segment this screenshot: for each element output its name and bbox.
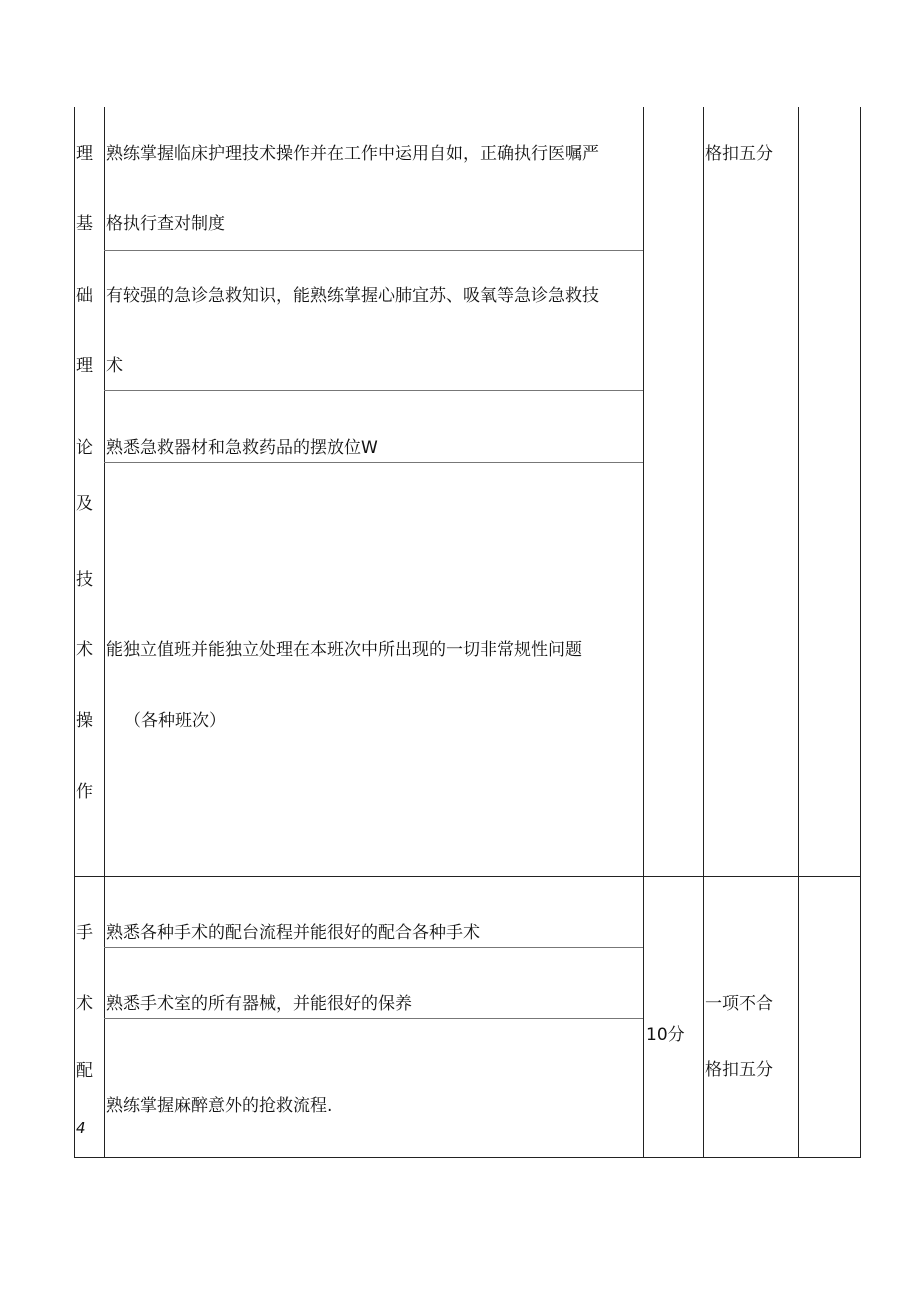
- item-text: 熟悉各种手术的配台流程并能很好的配合各种手术: [106, 923, 480, 943]
- deduction-text: 格扣五分: [705, 144, 773, 164]
- category-char: 及: [76, 494, 93, 514]
- col-border-content: [643, 107, 644, 1158]
- item-text: 有较强的急诊急救知识，能熟练掌握心肺宜苏、吸氧等急诊急救技: [106, 286, 599, 306]
- category-char: 基: [76, 214, 93, 234]
- row-divider: [104, 462, 643, 463]
- category-char: 手: [76, 923, 93, 943]
- row-divider: [104, 250, 643, 251]
- category-char: 理: [76, 144, 93, 164]
- row-divider: [104, 1018, 643, 1019]
- category-char: 操: [76, 711, 93, 731]
- item-text: （各种班次）: [124, 711, 226, 731]
- col-border-left: [74, 107, 75, 1158]
- category-mark: 4: [76, 1119, 86, 1137]
- section-divider: [74, 876, 861, 877]
- row-divider: [104, 947, 643, 948]
- deduction-text: 格扣五分: [705, 1060, 773, 1080]
- item-text: 格执行查对制度: [106, 214, 225, 234]
- category-char: 作: [76, 782, 93, 802]
- category-char: 术: [76, 640, 93, 660]
- deduction-text: 一项不合: [705, 994, 773, 1014]
- item-text: 熟悉手术室的所有器械，并能很好的保养: [106, 994, 412, 1014]
- item-text: 熟悉急救器材和急救药品的摆放位W: [106, 438, 378, 458]
- category-char: 理: [76, 356, 93, 376]
- item-text: 能独立值班并能独立处理在本班次中所出现的一切非常规性问题: [106, 640, 582, 660]
- category-char: 术: [76, 994, 93, 1014]
- category-char: 配: [76, 1061, 93, 1081]
- category-char: 技: [76, 570, 93, 590]
- category-char: 论: [76, 438, 93, 458]
- item-text: 术: [106, 356, 123, 376]
- row-divider: [104, 390, 643, 391]
- item-text: 熟练掌握临床护理技术操作并在工作中运用自如，正确执行医嘱严: [106, 144, 599, 164]
- score-text: 10分: [646, 1025, 685, 1045]
- item-text: 熟练掌握麻醉意外的抢救流程.: [106, 1096, 333, 1116]
- col-border-score: [703, 107, 704, 1158]
- col-border-category: [104, 107, 105, 1158]
- table-bottom-border: [74, 1157, 861, 1158]
- category-char: 础: [76, 286, 93, 306]
- col-border-deduction: [798, 107, 799, 1158]
- col-border-right: [860, 107, 861, 1158]
